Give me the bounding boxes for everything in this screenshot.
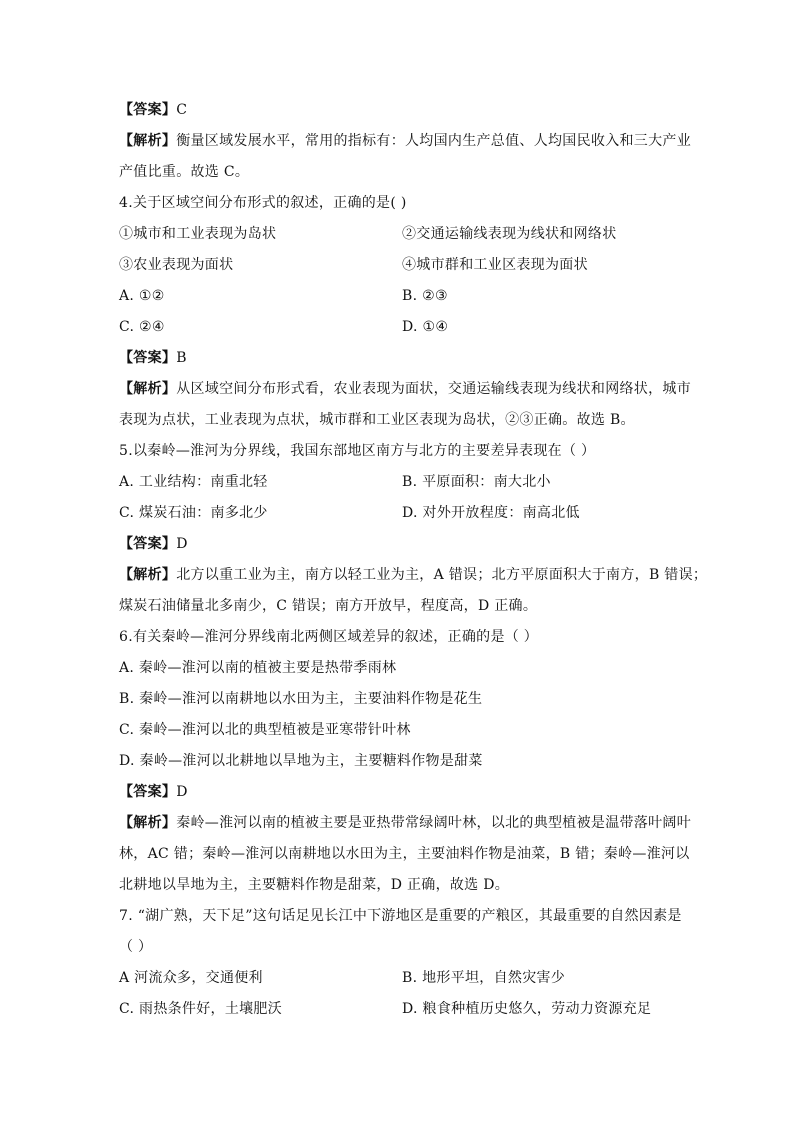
- q7-stem: 7. “湖广熟，天下足”这句话足见长江中下游地区是重要的产粮区，其最重要的自然因素是: [119, 908, 682, 924]
- q4-option-b: B. ②③: [402, 288, 448, 304]
- q6-analysis-line: 【解析】秦岭—淮河以南的植被主要是亚热带常绿阔叶林，以北的典型植被是温带落叶阔叶: [119, 815, 692, 831]
- q4-statement: ①城市和工业表现为岛状: [119, 226, 277, 242]
- q4-option-d: D. ①④: [402, 319, 449, 335]
- q7-option-row: [119, 963, 679, 994]
- q6-analysis-line: 林，AC 错；秦岭—淮河以南耕地以水田为主，主要油料作物是油菜，B 错；秦岭—淮河以: [119, 846, 690, 862]
- q7-option-a: A 河流众多，交通便利: [119, 970, 263, 986]
- q7-stem: （ ）: [119, 939, 153, 955]
- q3-analysis-line: 产值比重。故选 C。: [119, 164, 250, 180]
- q4-statement: ③农业表现为面状: [119, 257, 234, 273]
- q7-option-c: C. 雨热条件好，土壤肥沃: [119, 1001, 283, 1017]
- q4-analysis-line: 表现为点状，工业表现为点状，城市群和工业区表现为岛状，②③正确。故选 B。: [119, 412, 635, 428]
- q4-option-c: C. ②④: [119, 319, 165, 335]
- q6-answer: 【答案】D: [119, 784, 188, 800]
- q6-option-c: C. 秦岭—淮河以北的典型植被是亚寒带针叶林: [119, 722, 411, 738]
- q4-statement-row: [119, 250, 679, 281]
- q5-option-a: A. 工业结构：南重北轻: [119, 474, 268, 490]
- q7-option-row: [119, 994, 679, 1025]
- q5-option-d: D. 对外开放程度：南高北低: [402, 505, 580, 521]
- q4-option-row: [119, 281, 679, 312]
- q4-answer: 【答案】B: [119, 350, 187, 366]
- q6-analysis-line: 北耕地以旱地为主，主要糖料作物是甜菜，D 正确，故选 D。: [119, 877, 510, 893]
- q5-answer: 【答案】D: [119, 536, 188, 552]
- q4-option-a: A. ①②: [119, 288, 165, 304]
- q5-option-row: [119, 498, 679, 529]
- q5-option-c: C. 煤炭石油：南多北少: [119, 505, 268, 521]
- q5-stem: 5.以秦岭—淮河为分界线，我国东部地区南方与北方的主要差异表现在（ ）: [119, 443, 596, 459]
- q6-option-a: A. 秦岭—淮河以南的植被主要是热带季雨林: [119, 660, 397, 676]
- q4-statement: ②交通运输线表现为线状和网络状: [402, 226, 617, 242]
- q5-analysis-line: 【解析】北方以重工业为主，南方以轻工业为主，A 错误；北方平原面积大于南方，B 错误；: [119, 567, 708, 583]
- q5-option-row: [119, 467, 679, 498]
- q3-analysis-line: 【解析】衡量区域发展水平，常用的指标有：人均国内生产总值、人均国民收入和三大产业: [119, 133, 692, 149]
- q7-option-b: B. 地形平坦，自然灾害少: [402, 970, 566, 986]
- q4-statement: ④城市群和工业区表现为面状: [402, 257, 588, 273]
- q5-option-b: B. 平原面积：南大北小: [402, 474, 551, 490]
- q6-stem: 6.有关秦岭—淮河分界线南北两侧区域差异的叙述，正确的是（ ）: [119, 629, 539, 645]
- q4-analysis-line: 【解析】从区域空间分布形式看，农业表现为面状，交通运输线表现为线状和网络状，城市: [119, 381, 692, 397]
- q7-option-d: D. 粮食种植历史悠久，劳动力资源充足: [402, 1001, 652, 1017]
- q5-analysis-line: 煤炭石油储量北多南少，C 错误；南方开放早，程度高，D 正确。: [119, 598, 538, 614]
- q4-option-row: [119, 312, 679, 343]
- q3-answer: 【答案】C: [119, 102, 188, 118]
- exam-page: [119, 95, 708, 1025]
- q6-option-d: D. 秦岭—淮河以北耕地以旱地为主，主要糖料作物是甜菜: [119, 753, 483, 769]
- q4-statement-row: [119, 219, 679, 250]
- q4-stem: 4.关于区域空间分布形式的叙述，正确的是( ): [119, 195, 407, 211]
- q6-option-b: B. 秦岭—淮河以南耕地以水田为主，主要油料作物是花生: [119, 691, 483, 707]
